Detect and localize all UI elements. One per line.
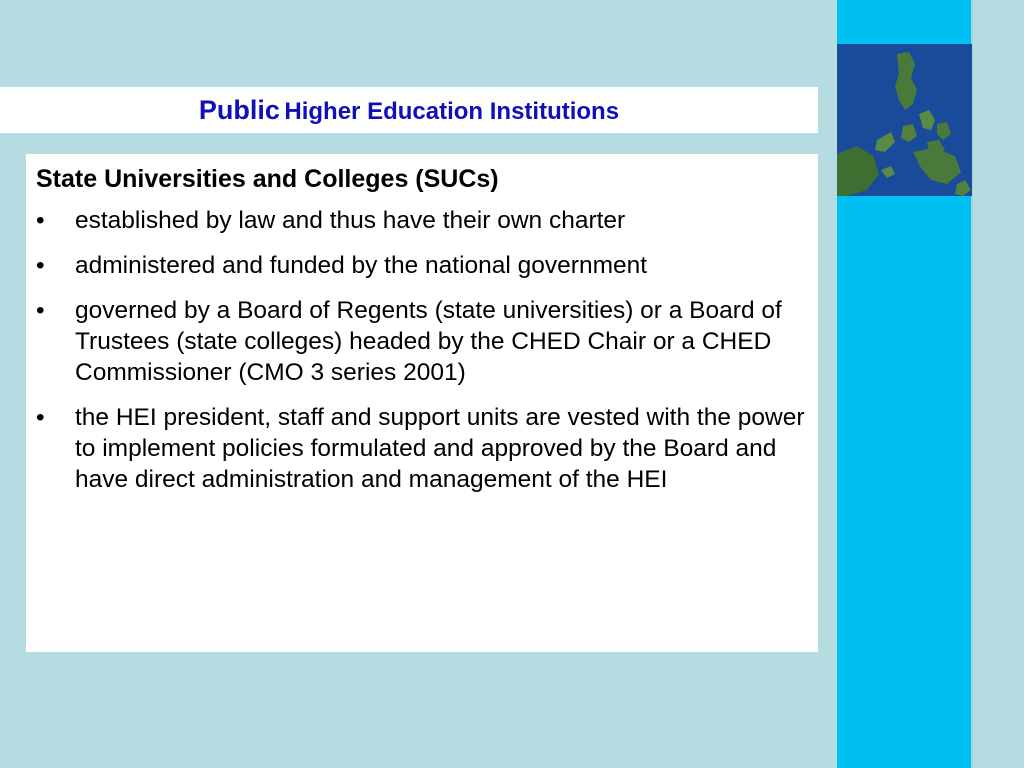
- bullet-text: governed by a Board of Regents (state universities) or a Board of Trustees (state colleges) headed by the CHED Chair or a CHED Commissioner (CMO 3 series 2001): [75, 297, 782, 386]
- bullet-item: [36, 250, 808, 281]
- bullet-icon: •: [36, 297, 45, 324]
- bullet-text: administered and funded by the national government: [75, 252, 648, 279]
- bullet-icon: •: [36, 207, 45, 234]
- bullet-text: established by law and thus have their own charter: [75, 207, 626, 234]
- bullet-icon: •: [36, 252, 45, 279]
- title-rest: Higher Education Institutions: [284, 98, 620, 125]
- content-heading: State Universities and Colleges (SUCs): [36, 165, 499, 193]
- content-panel: [26, 154, 818, 652]
- bullet-item: [36, 295, 808, 388]
- bullet-text: the HEI president, staff and support units are vested with the power to implement policies formulated and approved by the Board and have direct administration and management of the HEI: [75, 404, 805, 493]
- bullet-item: [36, 402, 808, 495]
- philippines-map-image: [837, 44, 972, 196]
- slide-title: [0, 87, 818, 133]
- title-emphasis: Public: [198, 95, 280, 125]
- bullet-list: [36, 205, 808, 495]
- bullet-icon: •: [36, 404, 45, 431]
- bullet-item: [36, 205, 808, 236]
